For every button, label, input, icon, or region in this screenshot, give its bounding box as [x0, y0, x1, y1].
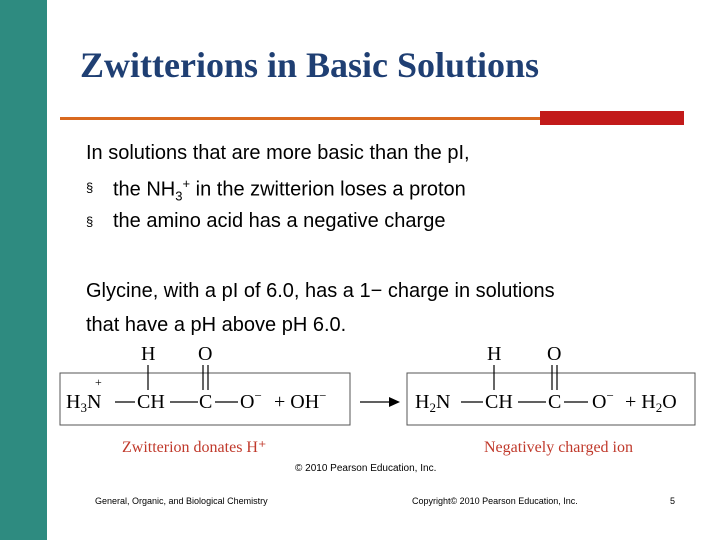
svg-text:O: O — [547, 343, 562, 365]
svg-text:CH: CH — [137, 391, 165, 413]
ion-caption: Negatively charged ion — [484, 439, 633, 456]
svg-text:O−: O− — [240, 388, 262, 413]
svg-text:+ OH−: + OH− — [274, 388, 327, 413]
subscript: 3 — [175, 188, 183, 204]
svg-text:H2N: $H_2N$ — [415, 391, 451, 415]
intro-text: In solutions that are more basic than the pI, — [86, 142, 470, 164]
superscript: + — [182, 176, 191, 191]
sidebar-band — [0, 0, 47, 540]
reaction-diagram — [55, 340, 705, 460]
bullet-text: in the zwitterion loses a proton — [190, 178, 466, 201]
svg-text:H3N: $H_3N$ — [66, 391, 102, 415]
bullet-marker: § — [86, 180, 94, 195]
sidebar-gap — [47, 0, 52, 540]
slide-title: Zwitterions in Basic Solutions — [80, 45, 540, 85]
paragraph-line-1: Glycine, with a pI of 6.0, has a 1− charge in solutions — [86, 280, 555, 302]
title-accent-bar — [540, 111, 684, 125]
title-rule — [60, 117, 540, 120]
svg-text:O: O — [198, 343, 213, 365]
paragraph-line-2: that have a pH above pH 6.0. — [86, 314, 347, 336]
bullet-marker: § — [86, 214, 94, 229]
bullet-text: the NH — [113, 178, 176, 201]
page-number: 5 — [670, 496, 676, 506]
svg-text:CH: CH — [485, 391, 513, 413]
footer-copyright: Copyright© 2010 Pearson Education, Inc. — [412, 496, 578, 506]
svg-text:H: H — [487, 343, 502, 365]
bullet-item-nh3 — [113, 176, 466, 204]
svg-text:C: C — [548, 391, 562, 413]
svg-text:O−: O− — [592, 388, 614, 413]
svg-text:C: C — [199, 391, 213, 413]
svg-text:+ H2O: + $H_2O$ — [625, 391, 677, 415]
svg-text:+: + — [95, 375, 102, 389]
svg-text:H: H — [141, 343, 156, 365]
footer-course: General, Organic, and Biological Chemistry — [95, 496, 268, 506]
image-credit: © 2010 Pearson Education, Inc. — [295, 463, 437, 474]
zwitterion-caption: Zwitterion donates H⁺ — [122, 439, 267, 456]
bullet-item-charge: the amino acid has a negative charge — [113, 210, 446, 232]
